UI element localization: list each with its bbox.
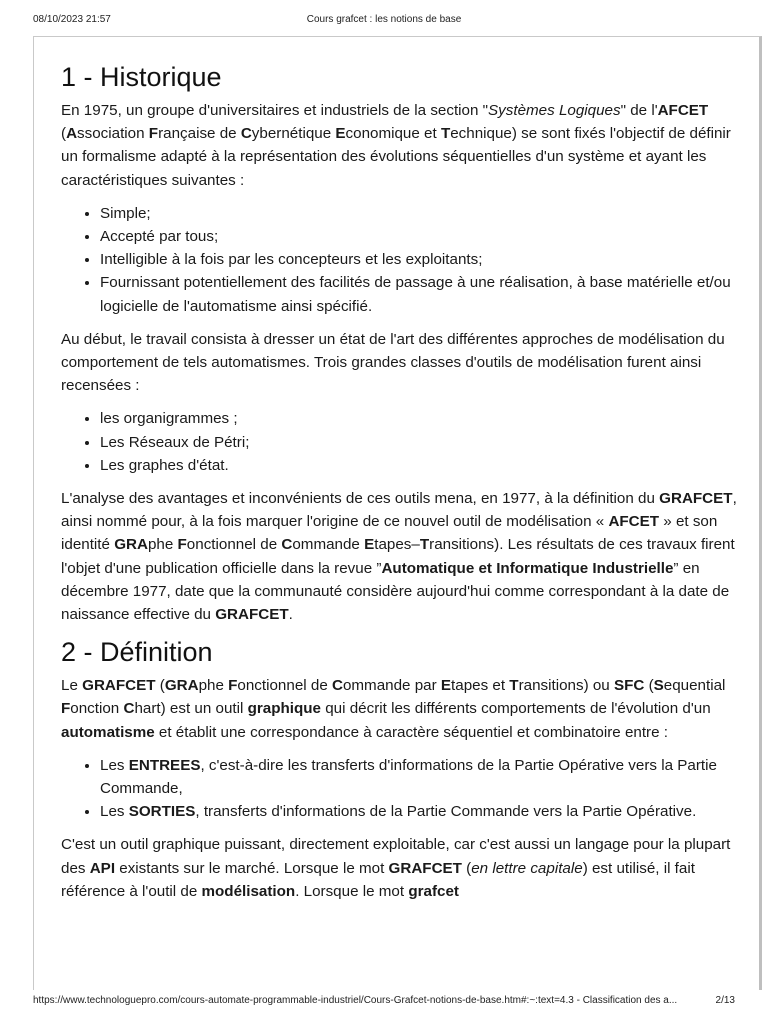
section-heading-historique: 1 - Historique <box>61 62 222 92</box>
list-item: • Intelligible à la fois par les concepteurs et les exploitants; <box>100 248 741 271</box>
characteristics-list <box>61 202 741 318</box>
historique-paragraph-1: En 1975, un groupe d'universitaires et industriels de la section "Systèmes Logiques" de l'AFCET (Association Française de Cybernétique Economique et Technique) se sont fixés l'objectif de définir un formalisme adapté à la représentation des évolutions séquentielles d'un système et ayant les caractéristiques suivantes : <box>61 102 731 189</box>
modeling-tools-list <box>61 407 741 477</box>
list-item-sorties: • Les SORTIES, transferts d'informations de la Partie Commande vers la Partie Opérative. <box>100 800 741 823</box>
list-item: • Les graphes d'état. <box>100 454 741 477</box>
print-header <box>33 14 735 28</box>
historique-paragraph-2: Au début, le travail consista à dresser un état de l'art des différentes approches de modélisation du comportement de tels automatismes. Trois grandes classes d'outils de modélisation furent ainsi recensées : <box>61 330 725 395</box>
list-item: • les organigrammes ; <box>100 407 741 430</box>
article-content <box>61 61 741 913</box>
print-document-title: Cours grafcet : les notions de base <box>306 14 462 25</box>
list-item: • Accepté par tous; <box>100 225 741 248</box>
list-item-entrees: • Les ENTREES, c'est-à-dire les transferts d'informations de la Partie Opérative vers la Partie Commande, <box>100 754 741 800</box>
print-page-number: 2/13 <box>715 995 735 1006</box>
historique-paragraph-3: L'analyse des avantages et inconvénients de ces outils mena, en 1977, à la définition du GRAFCET, ainsi nommé pour, à la fois marquer l'origine de ce nouvel outil de modélisation « AFCET » et son identité GRAphe Fonctionnel de Commande Etapes–Transitions). Les résultats de ces travaux firent l'objet d'une publication officielle dans la revue ”Automatique et Informatique Industrielle” en décembre 1977, date que la communauté considère aujourd'hui comme correspondant à la date de naissance effective du GRAFCET. <box>61 490 737 624</box>
list-item: • Simple; <box>100 202 741 225</box>
definition-paragraph-2: C'est un outil graphique puissant, directement exploitable, car c'est aussi un langage pour la plupart des API existants sur le marché. Lorsque le mot GRAFCET (en lettre capitale) est utilisé, il fait référence à l'outil de modélisation. Lorsque le mot grafcet <box>61 836 731 900</box>
print-footer <box>33 995 735 1009</box>
print-datetime: 08/10/2023 21:57 <box>33 14 111 25</box>
list-item: • Les Réseaux de Pétri; <box>100 431 741 454</box>
page-frame <box>33 36 762 990</box>
print-source-url: https://www.technologuepro.com/cours-automate-programmable-industriel/Cours-Grafcet-notions-de-base.htm#:~:text=4.3 - Classification des a... <box>33 995 678 1006</box>
definition-paragraph-1: Le GRAFCET (GRAphe Fonctionnel de Commande par Etapes et Transitions) ou SFC (Sequential Fonction Chart) est un outil graphique qui décrit les différents comportements de l'évolution d'un automatisme et établit une correspondance à caractère séquentiel et combinatoire entre : <box>61 677 726 741</box>
io-list <box>61 754 741 824</box>
list-item: • Fournissant potentiellement des facilités de passage à une réalisation, à base matérielle et/ou logicielle de l'automatisme ainsi spécifié. <box>100 271 741 317</box>
section-heading-definition: 2 - Définition <box>61 637 213 668</box>
